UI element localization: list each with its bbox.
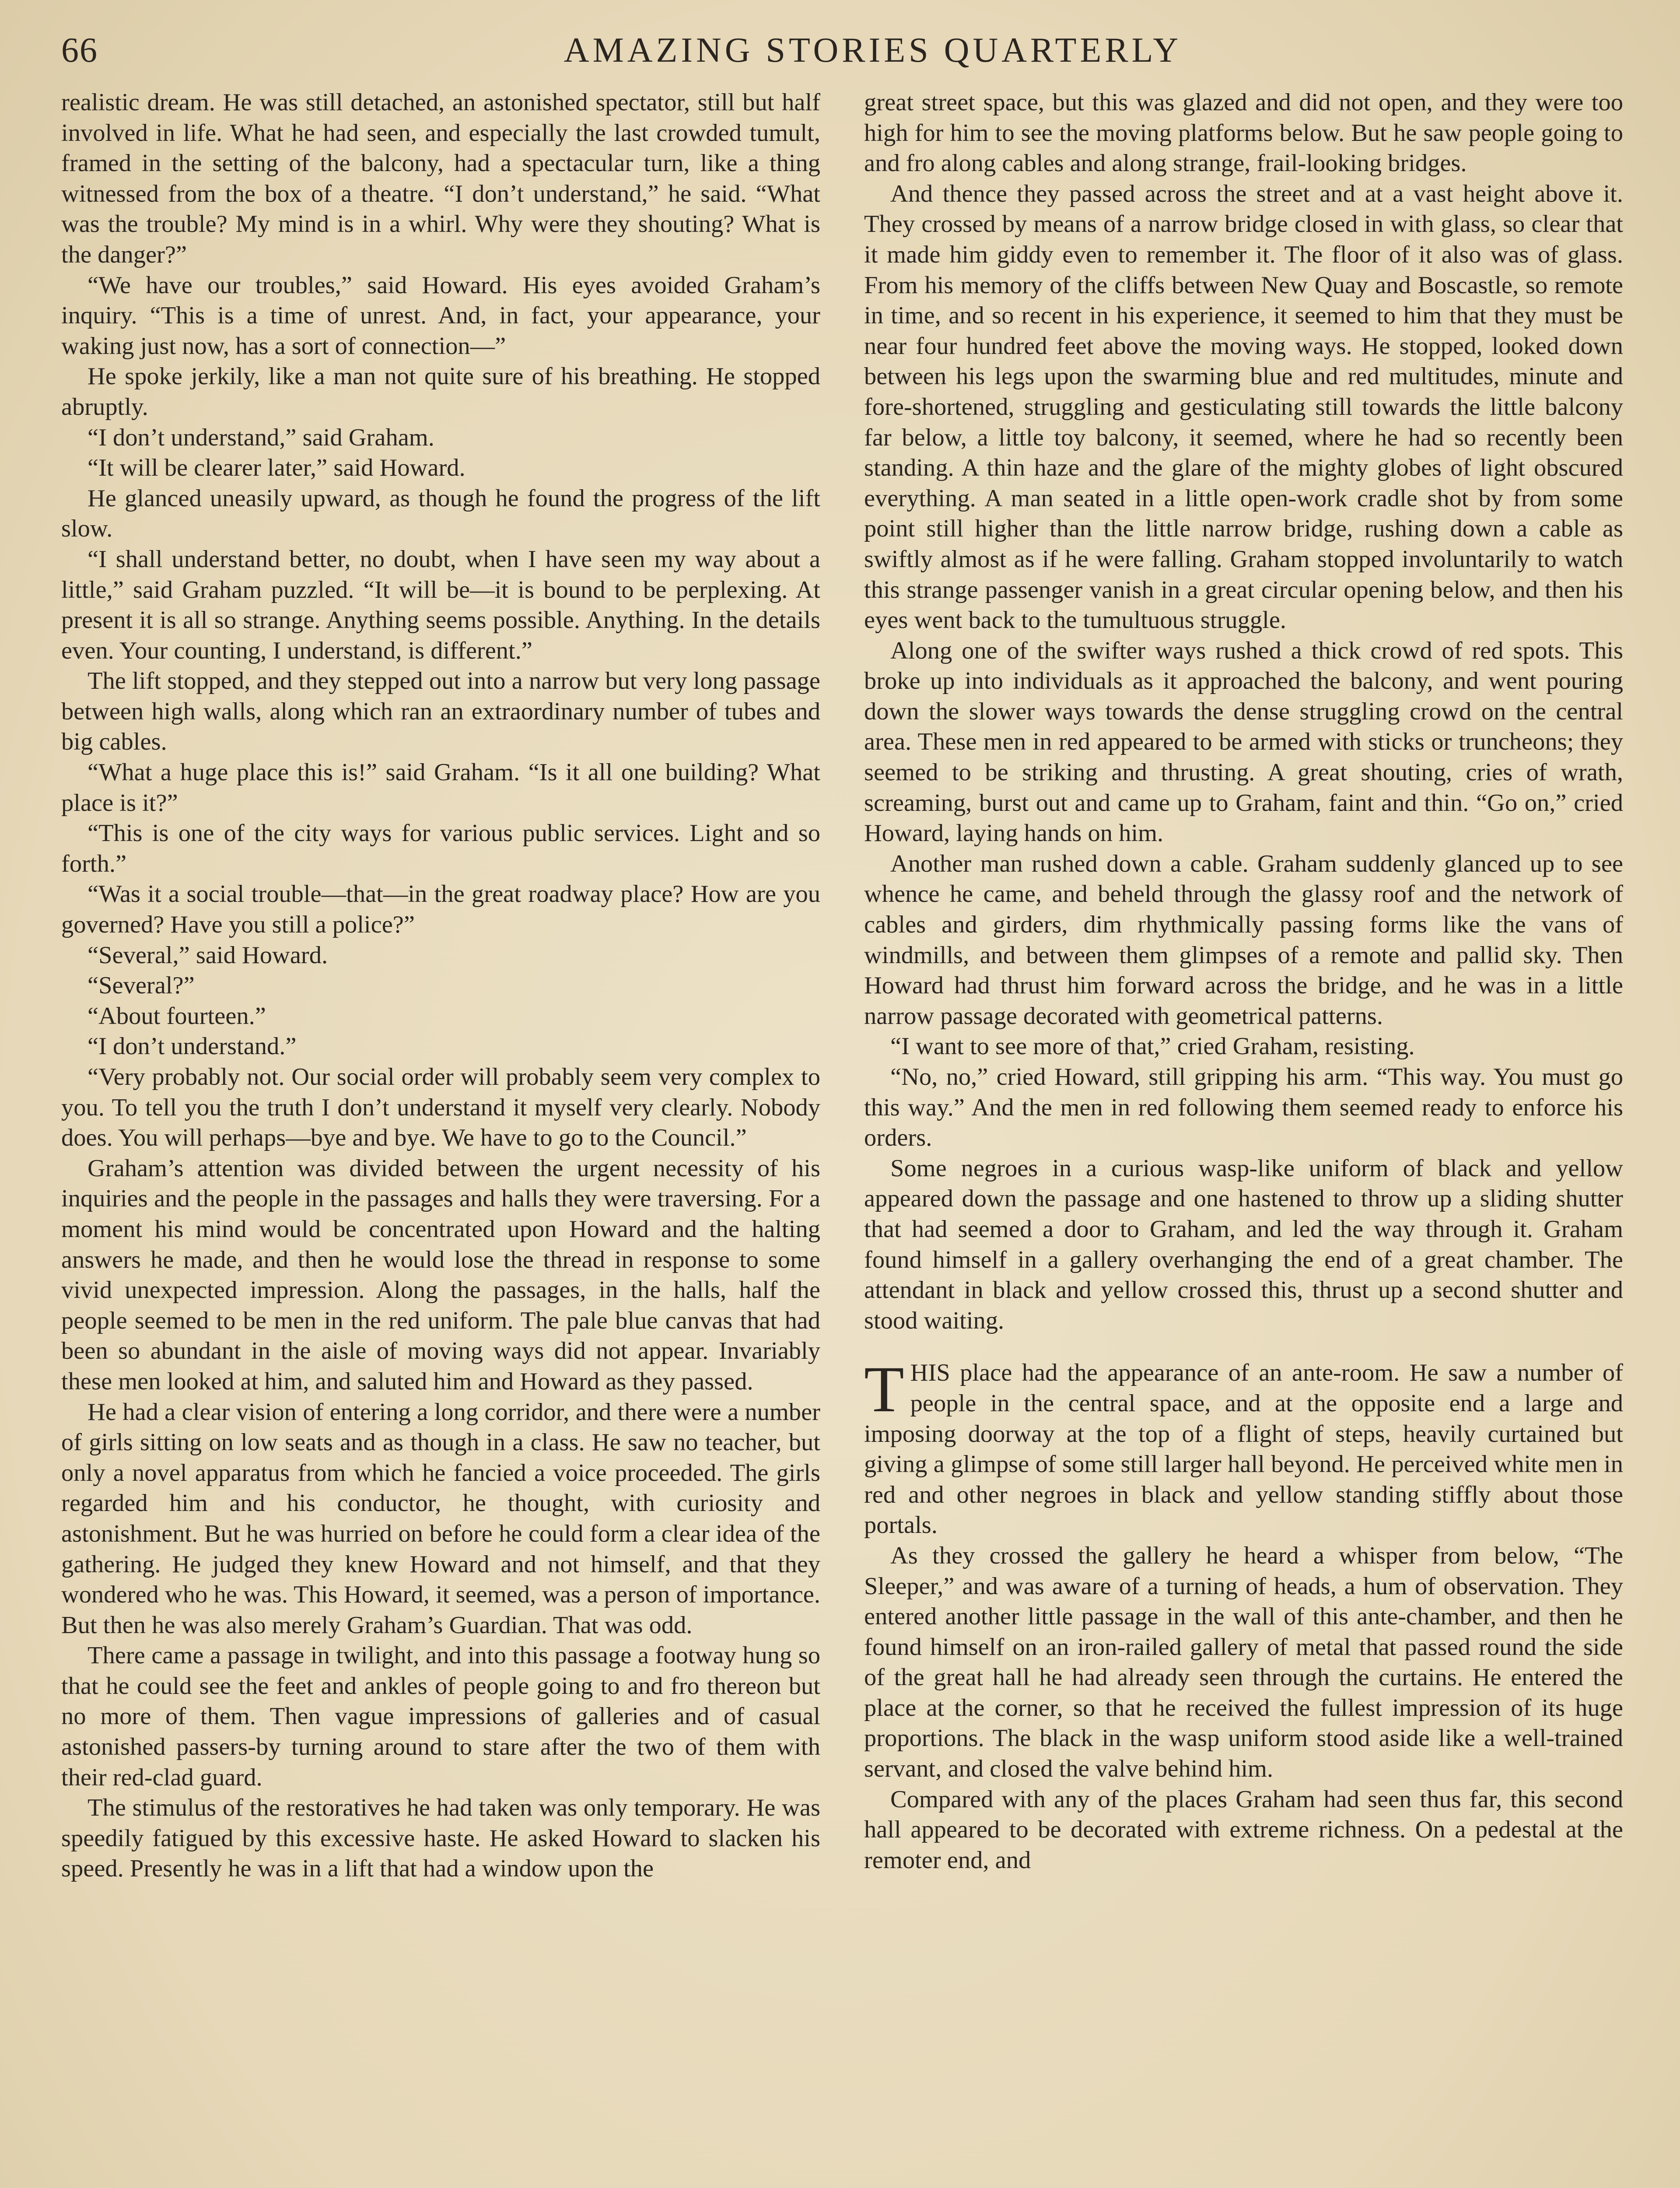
paragraph: great street space, but this was glazed and did not open, and they were too high for him to see the moving platforms below. But he saw people going to and fro along cables and along strange, frail-looking bridges. — [864, 89, 1623, 177]
paragraph: “This is one of the city ways for various public services. Light and so forth.” — [61, 820, 820, 877]
paragraph: He glanced uneasily upward, as though he found the progress of the lift slow. — [61, 484, 820, 543]
paragraph: The lift stopped, and they stepped out into a narrow but very long passage between high walls, along which ran an extraordinary number of tubes and big cables. — [61, 667, 820, 756]
paragraph: As they crossed the gallery he heard a whisper from below, “The Sleeper,” and was aware of a turning of heads, a hum of observation. They entered another little passage in the wall of this ante-chamber, and then he found himself on an iron-railed gallery of metal that passed round the side of the great hall he had already seen through the curtains. He entered the place at the corner, so that he received the fullest impression of its huge proportions. The black in the wasp uniform stood aside like a well-trained servant, and closed the valve behind him. — [864, 1542, 1623, 1783]
paragraph: Along one of the swifter ways rushed a thick crowd of red spots. This broke up into individuals as it approached the balcony, and went pouring down the slower ways towards the dense struggling crowd on the central area. These men in red appeared to be armed with sticks or truncheons; they seemed to be striking and thrusting. A great shouting, cries of wrath, screaming, burst out and came up to Graham, faint and thin. “Go on,” cried Howard, laying hands on him. — [864, 637, 1623, 847]
section-opening-paragraph — [864, 1353, 1623, 1541]
paragraph: “Several?” — [88, 972, 195, 999]
paragraph: “I want to see more of that,” cried Graham, resisting. — [890, 1033, 1415, 1060]
paragraph: And thence they passed across the street and at a vast height above it. They crossed by means of a narrow bridge closed in with glass, so clear that it made him giddy even to remember it. The floor of it also was of glass. From his memory of the cliffs between New Quay and Boscastle, so remote in time, and so recent in his experience, it seemed to him that they must be near four hundred feet above the moving ways. He stopped, looked down between his legs upon the swarming blue and red multitudes, minute and fore-shortened, struggling and gesticulating still towards the little balcony far below, a little toy balcony, it seemed, where he had so recently been standing. A thin haze and the glare of the mighty globes of light obscured everything. A man seated in a little open-work cradle shot by from some point still higher than the little narrow bridge, rushing down a cable as swiftly almost as if he were falling. Graham stopped involuntarily to watch this strange passenger vanish in a great circular opening below, and then his eyes went back to the tumultuous struggle. — [864, 180, 1623, 634]
running-head: AMAZING STORIES QUARTERLY — [564, 31, 1182, 70]
paragraph: “Was it a social trouble—that—in the great roadway place? How are you governed? Have you still a police?” — [61, 880, 820, 939]
paragraph: There came a passage in twilight, and into this passage a footway hung so that he could see the feet and ankles of people going to and fro thereon but no more of them. Then vague impressions of galleries and of casual astonished passers-by turning around to stare after the two of them with their red-clad guard. — [61, 1642, 820, 1791]
drop-cap: T — [864, 1353, 904, 1426]
text-columns — [61, 88, 1623, 1884]
paragraph: “It will be clearer later,” said Howard. — [88, 454, 466, 482]
paragraph: Some negroes in a curious wasp-like uniform of black and yellow appeared down the passage and one hastened to throw up a sliding shutter that had seemed a door to Graham, and led the way through it. Graham found himself in a gallery overhanging the end of a great chamber. The attendant in black and yellow crossed this, thrust up a second shutter and stood waiting. — [864, 1154, 1623, 1334]
section-opening-text: HIS place had the appearance of an ante-room. He saw a number of people in the central space, and at the opposite end a large and imposing doorway at the top of a flight of steps, heavily curtained but giving a glimpse of some still larger hall beyond. He perceived white men in red and other negroes in black and yellow standing stiffly about those portals. — [864, 1359, 1623, 1539]
page-number: 66 — [61, 31, 98, 70]
paragraph: “I don’t understand,” said Graham. — [88, 424, 434, 451]
paragraph: “About fourteen.” — [88, 1002, 266, 1030]
paragraph: “What a huge place this is!” said Graham. “Is it all one building? What place is it?” — [61, 759, 820, 817]
right-column — [864, 88, 1623, 1884]
paragraph: “Very probably not. Our social order will probably seem very complex to you. To tell you the truth I don’t understand it myself very clearly. Nobody does. You will perhaps—bye and bye. We have to go to the Council.” — [61, 1063, 820, 1152]
paragraph: Another man rushed down a cable. Graham suddenly glanced up to see whence he came, and beheld through the glassy roof and the network of cables and girders, dim rhythmically passing forms like the vans of windmills, and between them glimpses of a remote and pallid sky. Then Howard had thrust him forward across the bridge, and he was in a little narrow passage decorated with geometrical patterns. — [864, 850, 1623, 1030]
paragraph: “I don’t understand.” — [88, 1033, 297, 1060]
paragraph: Graham’s attention was divided between the urgent necessity of his inquiries and the people in the passages and halls they were traversing. For a moment his mind would be concentrated upon Howard and the halting answers he made, and then he would lose the thread in response to some vivid unexpected impression. Along the passages, in the halls, half the people seemed to be men in the red uniform. The pale blue canvas that had been so abundant in the aisle of moving ways did not appear. Invariably these men looked at him, and saluted him and Howard as they passed. — [61, 1154, 820, 1395]
paragraph: “Several,” said Howard. — [88, 941, 328, 969]
paragraph: He spoke jerkily, like a man not quite sure of his breathing. He stopped abruptly. — [61, 363, 820, 421]
paragraph: Compared with any of the places Graham had seen thus far, this second hall appeared to be decorated with extreme richness. On a pedestal at the remoter end, and — [864, 1785, 1623, 1874]
paragraph: “No, no,” cried Howard, still gripping his arm. “This way. You must go this way.” And the men in red following them seemed ready to enforce his orders. — [864, 1063, 1623, 1152]
paragraph: He had a clear vision of entering a long corridor, and there were a number of girls sitting on low seats and as though in a class. He saw no teacher, but only a novel apparatus from which he fancied a voice proceeded. The girls regarded him and his conductor, he thought, with curiosity and astonishment. But he was hurried on before he could form a clear idea of the gathering. He judged they knew Howard and not himself, and that they wondered who he was. This Howard, it seemed, was a person of importance. But then he was also merely Graham’s Guardian. That was odd. — [61, 1398, 820, 1639]
paragraph: “I shall understand better, no doubt, when I have seen my way about a little,” said Graham puzzled. “It will be—it is bound to be perplexing. At present it is all so strange. Anything seems possible. Anything. In the details even. Your counting, I understand, is different.” — [61, 545, 820, 664]
paragraph: realistic dream. He was still detached, an astonished spectator, still but half involved in life. What he had seen, and especially the last crowded tumult, framed in the setting of the balcony, had a spectacular turn, like a thing witnessed from the box of a theatre. “I don’t understand,” he said. “What was the trouble? My mind is in a whirl. Why were they shouting? What is the danger?” — [61, 89, 820, 268]
page-header — [61, 22, 1623, 88]
left-column — [61, 88, 820, 1884]
paragraph: “We have our troubles,” said Howard. His eyes avoided Graham’s inquiry. “This is a time of unrest. And, in fact, your appearance, your waking just now, has a sort of connection—” — [61, 271, 820, 360]
paragraph: The stimulus of the restoratives he had taken was only temporary. He was speedily fatigued by this excessive haste. He asked Howard to slacken his speed. Presently he was in a lift that had a window upon the — [61, 1794, 820, 1883]
